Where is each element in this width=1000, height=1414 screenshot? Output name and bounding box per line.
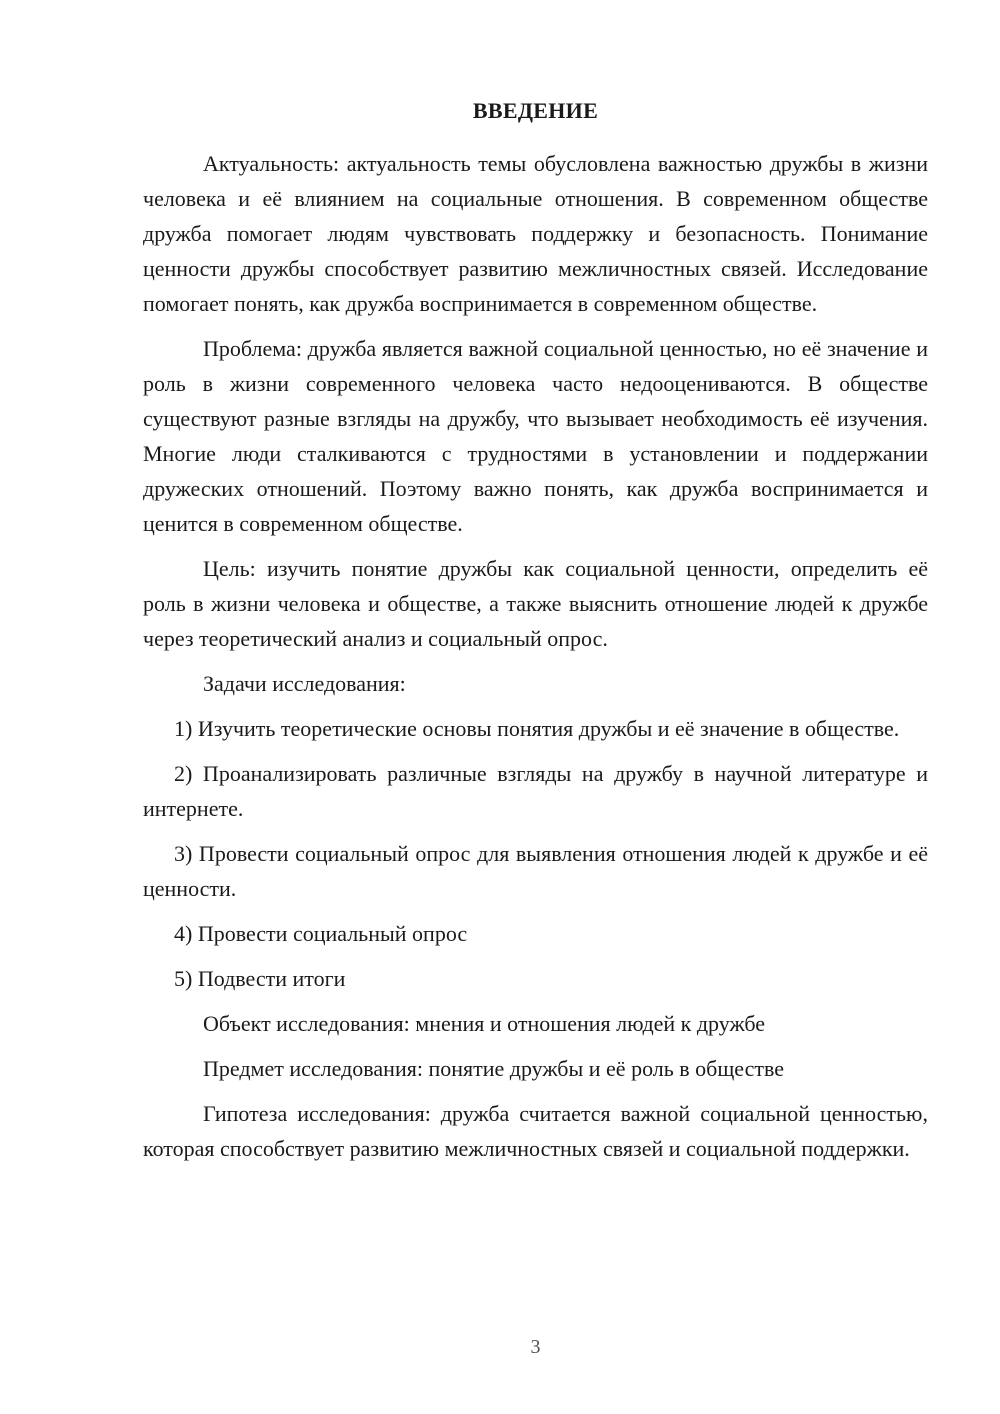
task-item-2: 2) Проанализировать различные взгляды на дружбу в научной литературе и интернете.: [143, 761, 928, 821]
task-item-4: 4) Провести социальный опрос: [174, 921, 468, 946]
tasks-heading: Задачи исследования:: [203, 671, 406, 696]
page-number: 3: [530, 1336, 541, 1358]
task-item-3: 3) Провести социальный опрос для выявления отношения людей к дружбе и её ценности.: [143, 841, 928, 901]
paragraph-problem: Проблема: дружба является важной социальной ценностью, но её значение и роль в жизни современного человека часто недооцениваются. В обществе существуют разные взгляды на дружбу, что вызывает необходимость её изучения. Многие люди сталкиваются с трудностями в установлении и поддержании дружеских отношений. Поэтому важно понять, как дружба воспринимается и ценится в современном обществе.: [143, 336, 928, 536]
research-subject: Предмет исследования: понятие дружбы и её роль в обществе: [203, 1056, 785, 1081]
page-title: ВВЕДЕНИЕ: [472, 98, 599, 123]
paragraph-goal: Цель: изучить понятие дружбы как социальной ценности, определить её роль в жизни человека и обществе, а также выяснить отношение людей к дружбе через теоретический анализ и социальный опрос.: [143, 556, 928, 651]
research-object: Объект исследования: мнения и отношения людей к дружбе: [203, 1011, 766, 1036]
research-hypothesis: Гипотеза исследования: дружба считается важной социальной ценностью, которая способствует развитию межличностных связей и социальной поддержки.: [143, 1101, 928, 1161]
task-item-1: 1) Изучить теоретические основы понятия дружбы и её значение в обществе.: [174, 716, 900, 741]
document-body: [143, 146, 928, 1166]
paragraph-relevance: Актуальность: актуальность темы обусловлена важностью дружбы в жизни человека и её влиянием на социальные отношения. В современном обществе дружба помогает людям чувствовать поддержку и безопасность. Понимание ценности дружбы способствует развитию межличностных связей. Исследование помогает понять, как дружба воспринимается в современном обществе.: [143, 151, 928, 316]
task-item-5: 5) Подвести итоги: [174, 966, 346, 991]
